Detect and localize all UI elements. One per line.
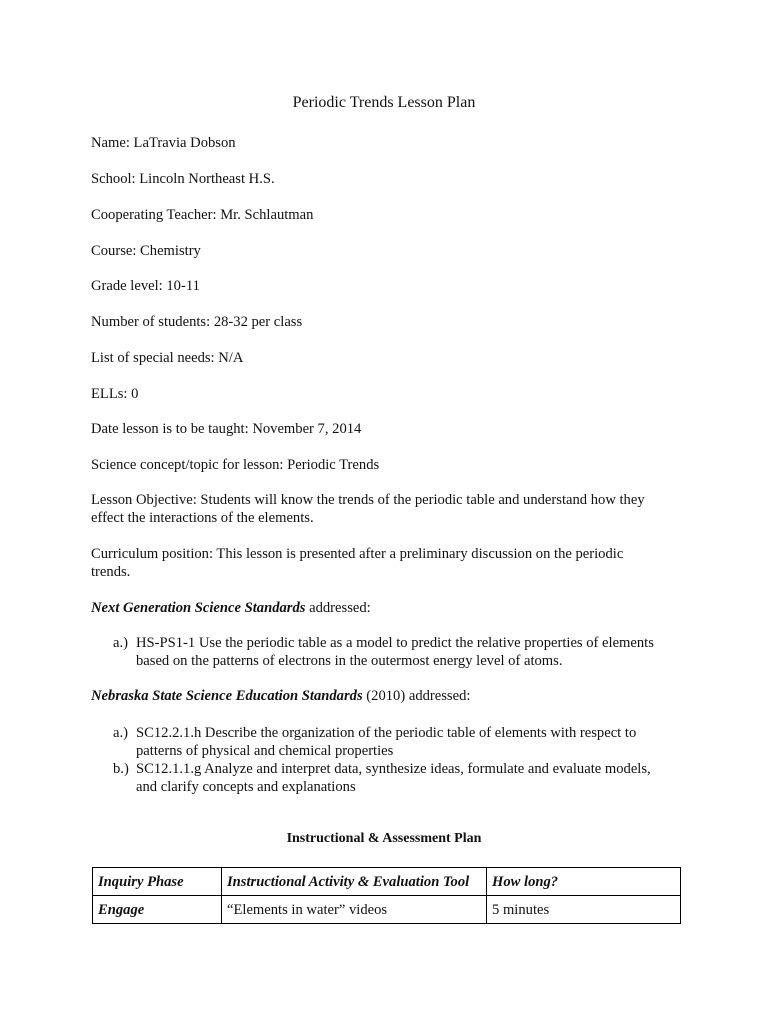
lesson-objective <box>91 491 681 527</box>
field-science-concept: Science concept/topic for lesson: Periodic Trends <box>91 457 380 473</box>
list-marker: a.) <box>113 635 128 651</box>
ngss-heading-suffix: addressed: <box>305 600 371 616</box>
field-date-taught: Date lesson is to be taught: November 7, 2014 <box>91 421 362 437</box>
list-item-line-2: patterns of physical and chemical properties <box>136 743 394 759</box>
curriculum-position-line-2: trends. <box>91 564 131 580</box>
list-item-line-1: SC12.1.1.g Analyze and interpret data, synthesize ideas, formulate and evaluate models, <box>136 761 651 777</box>
ngss-heading-title: Next Generation Science Standards <box>91 600 306 616</box>
nebraska-heading-suffix: (2010) addressed: <box>362 688 471 704</box>
nebraska-heading-title: Nebraska State Science Education Standards <box>91 688 363 704</box>
ngss-heading <box>91 599 681 617</box>
column-header-inquiry-phase: Inquiry Phase <box>93 868 222 896</box>
field-cooperating-teacher: Cooperating Teacher: Mr. Schlautman <box>91 207 314 223</box>
curriculum-position-line-1: Curriculum position: This lesson is presented after a preliminary discussion on the periodic <box>91 546 624 562</box>
list-item-text <box>136 634 696 670</box>
list-marker: b.) <box>113 761 129 777</box>
field-ells: ELLs: 0 <box>91 386 139 402</box>
field-school: School: Lincoln Northeast H.S. <box>91 171 275 187</box>
list-item-line-1: HS-PS1-1 Use the periodic table as a model to predict the relative properties of elements <box>136 635 654 651</box>
document-title: Periodic Trends Lesson Plan <box>292 94 476 111</box>
curriculum-position <box>91 545 681 581</box>
list-item-text <box>136 724 696 760</box>
table-row <box>93 896 681 924</box>
field-special-needs: List of special needs: N/A <box>91 350 244 366</box>
field-course: Course: Chemistry <box>91 243 201 259</box>
column-header-activity: Instructional Activity & Evaluation Tool <box>222 868 487 896</box>
instructional-plan-table <box>92 867 681 924</box>
lesson-objective-line-2: effect the interactions of the elements. <box>91 510 314 526</box>
list-item-line-2: based on the patterns of electrons in the outermost energy level of atoms. <box>136 653 563 669</box>
column-header-how-long: How long? <box>487 868 681 896</box>
field-grade-level: Grade level: 10-11 <box>91 278 200 294</box>
nebraska-heading <box>91 687 681 705</box>
cell-inquiry-phase: Engage <box>93 896 222 924</box>
field-name: Name: LaTravia Dobson <box>91 135 236 151</box>
field-number-of-students: Number of students: 28-32 per class <box>91 314 303 330</box>
list-item-line-2: and clarify concepts and explanations <box>136 779 356 795</box>
list-item-line-1: SC12.2.1.h Describe the organization of the periodic table of elements with respect to <box>136 725 637 741</box>
cell-activity: “Elements in water” videos <box>222 896 487 924</box>
lesson-objective-line-1: Lesson Objective: Students will know the trends of the periodic table and understand how they <box>91 492 645 508</box>
list-marker: a.) <box>113 725 128 741</box>
list-item-text <box>136 760 696 796</box>
plan-table-title: Instructional & Assessment Plan <box>286 831 482 846</box>
cell-duration: 5 minutes <box>487 896 681 924</box>
table-header-row <box>93 868 681 896</box>
